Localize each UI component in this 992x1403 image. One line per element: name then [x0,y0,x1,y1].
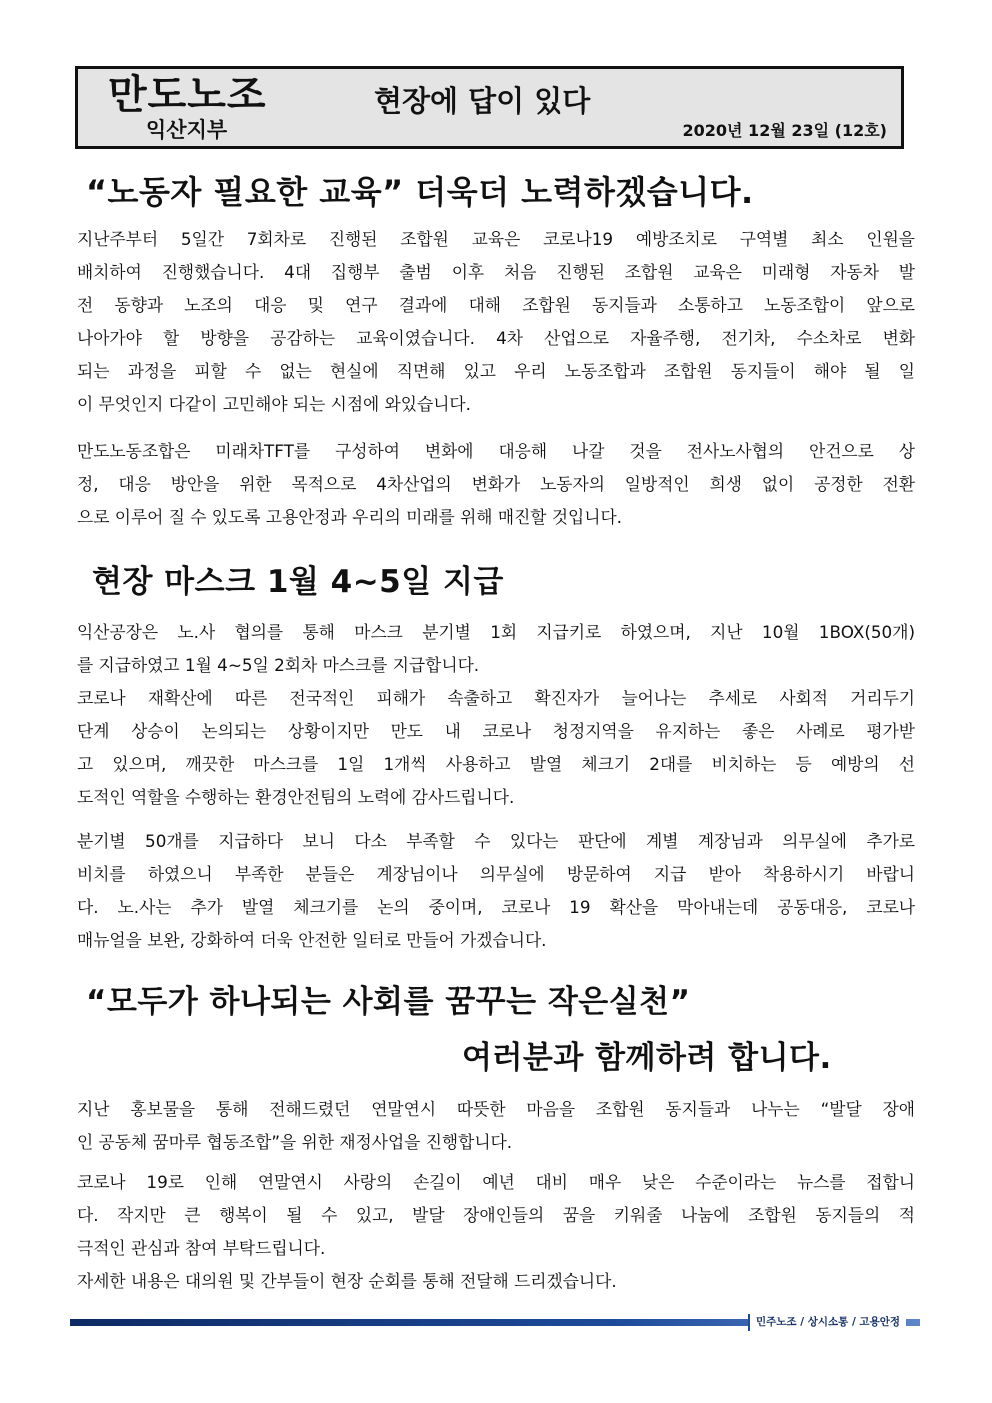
text-line: 자세한 내용은 대의원 및 간부들이 현장 순회를 통해 전달해 드리겠습니다. [77,1271,617,1291]
article-2-paragraph-2 [77,825,915,957]
text-line: 단계 상승이 논의되는 상황이지만 만도 내 코로나 청정지역을 유지하는 좋은 사례로 평가받 [77,721,915,741]
text-line: 코로나 19로 인해 연말연시 사랑의 손길이 예년 대비 매우 낮은 수준이라는 뉴스를 접합니 [77,1172,915,1192]
text-line: 정, 대응 방안을 위한 목적으로 4차산업의 변화가 노동자의 일방적인 희생 없이 공정한 전환 [77,474,915,494]
text-line: 를 지급하였고 1월 4~5일 2회차 마스크를 지급합니다. [77,655,480,675]
text-line: 다. 작지만 큰 행복이 될 수 있고, 발달 장애인들의 꿈을 키워줄 나눔에 조합원 동지들의 적 [77,1205,915,1225]
branch-name: 익산지부 [146,118,228,142]
text-line: 분기별 50개를 지급하다 보니 다소 부족할 수 있다는 판단에 계별 계장님과 의무실에 추가로 [77,831,915,851]
article-3-paragraph-2 [77,1166,915,1298]
text-line: 지난주부터 5일간 7회차로 진행된 조합원 교육은 코로나19 예방조치로 구역별 최소 인원을 [77,229,915,249]
text-line: 전 동향과 노조의 대응 및 연구 결과에 대해 조합원 동지들과 소통하고 노동조합이 앞으로 [77,295,915,315]
text-line: 만도노동조합은 미래차TFT를 구성하여 변화에 대응해 나갈 것을 전사노사협의 안건으로 상 [77,441,915,461]
footer-tagline: 민주노조 / 상시소통 / 고용안정 [748,1314,906,1331]
text-line: 되는 과정을 피할 수 없는 현실에 직면해 있고 우리 노동조합과 조합원 동지들이 해야 될 일 [77,361,915,381]
slogan: 현장에 답이 있다 [374,84,591,118]
text-line: 지난 홍보물을 통해 전해드렸던 연말연시 따뜻한 마음을 조합원 동지들과 나누는 “발달 장애 [77,1099,915,1119]
article-2-paragraph-1 [77,616,915,814]
text-line: 도적인 역할을 수행하는 환경안전팀의 노력에 감사드립니다. [77,787,515,807]
text-line: 매뉴얼을 보완, 강화하여 더욱 안전한 일터로 만들어 가겠습니다. [77,930,547,950]
article-1-title: “노동자 필요한 교육” 더욱더 노력하겠습니다. [86,173,754,211]
text-line: 익산공장은 노.사 협의를 통해 마스크 분기별 1회 지급키로 하였으며, 지난 10월 1BOX(50개) [77,622,915,642]
text-line: 코로나 재확산에 따른 전국적인 피해가 속출하고 확진자가 늘어나는 추세로 사회적 거리두기 [77,688,915,708]
text-line: 배치하여 진행했습니다. 4대 집행부 출범 이후 처음 진행된 조합원 교육은 미래형 자동차 발 [77,262,915,282]
masthead [75,66,904,149]
union-name: 만도노조 [108,72,267,118]
article-1-paragraph-1 [77,223,915,421]
text-line: 으로 이루어 질 수 있도록 고용안정과 우리의 미래를 위해 매진할 것입니다. [77,507,623,527]
article-3-title-line-1: “모두가 하나되는 사회를 꿈꾸는 작은실천” [86,984,691,1020]
text-line: 비치를 하였으니 부족한 분들은 계장님이나 의무실에 방문하여 지급 받아 착용하시기 바랍니 [77,864,915,884]
article-1-paragraph-2 [77,435,915,534]
text-line: 고 있으며, 깨끗한 마스크를 1일 1개씩 사용하고 발열 체크기 2대를 비치하는 등 예방의 선 [77,754,915,774]
text-line: 극적인 관심과 참여 부탁드립니다. [77,1238,326,1258]
article-2-title: 현장 마스크 1월 4~5일 지급 [92,564,504,600]
article-3-title-line-2: 여러분과 함께하려 합니다. [462,1040,832,1076]
issue-date: 2020년 12월 23일 (12호) [682,121,887,140]
text-line: 나아가야 할 방향을 공감하는 교육이였습니다. 4차 산업으로 자율주행, 전기차, 수소차로 변화 [77,328,915,348]
text-line: 인 공동체 꿈마루 협동조합”을 위한 재정사업을 진행합니다. [77,1132,513,1152]
text-line: 다. 노.사는 추가 발열 체크기를 논의 중이며, 코로나 19 확산을 막아내는데 공동대응, 코로나 [77,897,915,917]
article-3-paragraph-1 [77,1093,915,1159]
text-line: 이 무엇인지 다같이 고민해야 되는 시점에 와있습니다. [77,394,471,414]
